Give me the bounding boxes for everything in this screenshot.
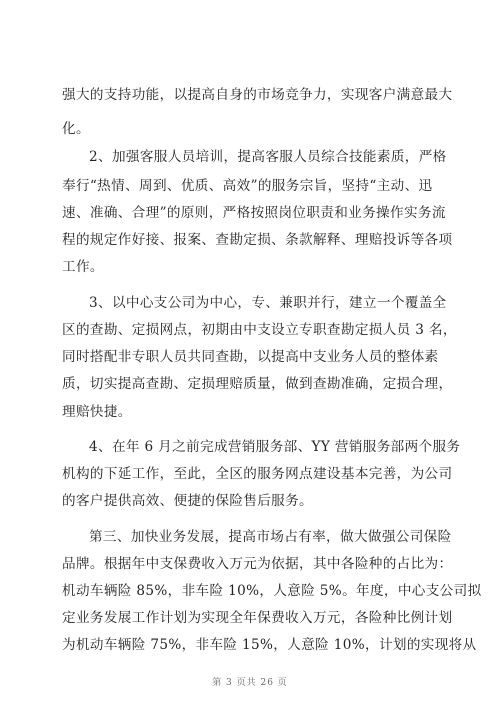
text-line: 化。 xyxy=(62,121,90,137)
text-line: 质，切实提高查勘、定损理赔质量，做到查勘准确，定损合理， xyxy=(62,376,453,392)
text-line: 同时搭配非专职人员共同查勘，以提高中支业务人员的整体素 xyxy=(62,349,439,365)
text-line: 工作。 xyxy=(62,259,104,275)
text-line: 速、准确、合理”的原则，严格按照岗位职责和业务操作实务流 xyxy=(62,205,446,221)
text-line: 强大的支持功能，以提高自身的市场竞争力，实现客户满意最大 xyxy=(62,87,453,103)
text-line: 机动车辆险 85%，非车险 10%，人意险 5%。年度，中心支公司拟 xyxy=(62,583,482,599)
text-line: 为机动车辆险 75%，非车险 15%，人意险 10%，计划的实现将从 xyxy=(62,637,477,653)
text-line: 区的查勘、定损网点，初期由中支设立专职查勘定损人员 3 名， xyxy=(62,322,457,338)
text-line: 理赔快捷。 xyxy=(62,404,132,420)
text-line: 机构的下延工作，至此，全区的服务网点建设基本完善，为公司 xyxy=(62,466,453,482)
text-line: 品牌。根据年中支保费收入万元为依据，其中各险种的占比为： xyxy=(62,556,453,572)
text-line: 程的规定作好接、报案、查勘定损、条款解释、理赔投诉等各项 xyxy=(62,232,453,248)
text-line: 3、以中心支公司为中心，专、兼职并行，建立一个覆盖全 xyxy=(89,295,447,311)
page-number-footer: 第 3 页共 26 页 xyxy=(212,678,288,688)
text-line: 的客户提供高效、便捷的保险售后服务。 xyxy=(62,493,313,509)
text-line: 2、加强客服人员培训，提高客服人员综合技能素质，严格 xyxy=(89,149,447,165)
text-line: 定业务发展工作计划为实现全年保费收入万元，各险种比例计划 xyxy=(62,610,453,626)
text-line: 第三、加快业务发展，提高市场占有率，做大做强公司保险 xyxy=(89,529,452,545)
text-line: 4、在年 6 月之前完成营销服务部、YY 营销服务部两个服务 xyxy=(89,439,461,455)
text-line: 奉行“热情、周到、优质、高效”的服务宗旨，坚持“主动、迅 xyxy=(62,178,433,194)
